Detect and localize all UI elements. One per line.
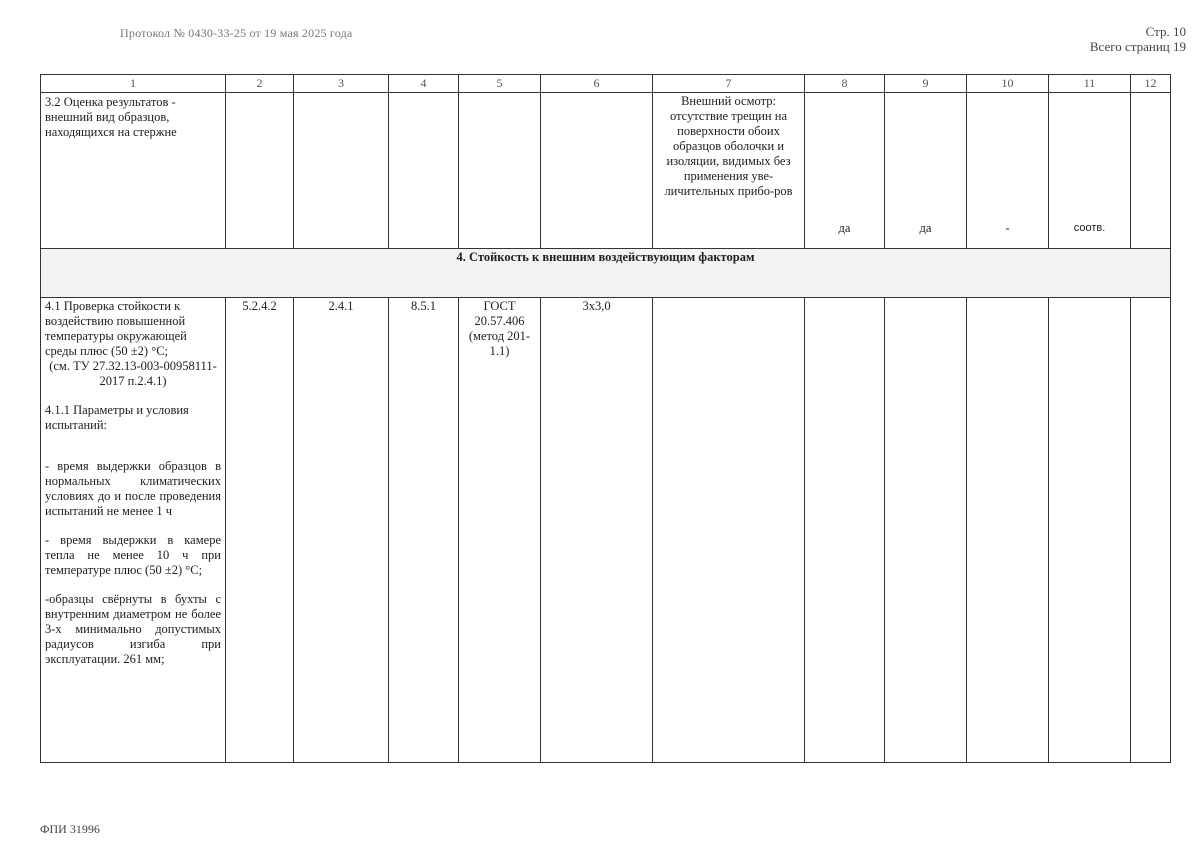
- row-4-1-description: [41, 298, 226, 763]
- empty-cell: [389, 93, 459, 249]
- empty-cell: [1049, 298, 1131, 763]
- empty-cell: [967, 298, 1049, 763]
- row-4-1-col2: 5.2.4.2: [226, 298, 294, 763]
- row-4-1-col6: 3х3,0: [541, 298, 653, 763]
- col-number: 7: [653, 75, 805, 93]
- row-3-2-col9: да: [885, 93, 967, 249]
- row-4-1-col5: ГОСТ 20.57.406 (метод 201-1.1): [459, 298, 541, 763]
- row-3-2-requirement: Внешний осмотр: отсутствие трещин на поверхности обоих образцов оболочки и изоляции, видимых без применения уве-личительных прибо-ров: [653, 93, 805, 249]
- table-row-3-2: [41, 93, 1171, 249]
- col-number: 11: [1049, 75, 1131, 93]
- empty-cell: [294, 93, 389, 249]
- section-4-title: 4. Стойкость к внешним воздействующим факторам: [41, 249, 1171, 298]
- row-4-1-param-3: -образцы свёрнуты в бухты с внутренним диаметром не более 3-х минимально допустимых радиусов изгиба при эксплуатации. 261 мм;: [45, 592, 221, 666]
- col-number: 4: [389, 75, 459, 93]
- row-4-1-param-1: - время выдержки образцов в нормальных климатических условиях до и после проведения испытаний не менее 1 ч: [45, 459, 221, 518]
- row-3-2-title: 3.2 Оценка результатов - внешний вид образцов, находящихся на стержне: [41, 93, 226, 249]
- footer-code: ФПИ 31996: [40, 822, 100, 836]
- row-4-1-params-title: 4.1.1 Параметры и условия испытаний:: [45, 403, 189, 432]
- protocol-table: [40, 74, 1171, 763]
- row-3-2-col8: да: [805, 93, 885, 249]
- row-3-2-col10: -: [967, 93, 1049, 249]
- col-number: 8: [805, 75, 885, 93]
- col-number: 3: [294, 75, 389, 93]
- row-4-1-col3: 2.4.1: [294, 298, 389, 763]
- empty-cell: [459, 93, 541, 249]
- col-number: 1: [41, 75, 226, 93]
- empty-cell: [226, 93, 294, 249]
- empty-cell: [1131, 298, 1171, 763]
- empty-cell: [885, 298, 967, 763]
- table-row-4-1: [41, 298, 1171, 763]
- protocol-header: Протокол № 0430-33-25 от 19 мая 2025 года: [120, 26, 353, 40]
- row-4-1-ref: (см. ТУ 27.32.13-003-00958111-2017 п.2.4.1): [49, 359, 217, 388]
- empty-cell: [653, 298, 805, 763]
- empty-cell: [1131, 93, 1171, 249]
- page-info: [1090, 24, 1186, 54]
- empty-cell: [541, 93, 653, 249]
- col-number: 12: [1131, 75, 1171, 93]
- row-4-1-param-2: - время выдержки в камере тепла не менее 10 ч при температуре плюс (50 ±2) °С;: [45, 533, 221, 577]
- row-3-2-col11: соотв.: [1049, 93, 1131, 249]
- col-number: 5: [459, 75, 541, 93]
- col-number: 9: [885, 75, 967, 93]
- empty-cell: [805, 298, 885, 763]
- row-4-1-title: 4.1 Проверка стойкости к воздействию повышенной температуры окружающей среды плюс (50 ±2) °С;: [45, 299, 187, 358]
- column-number-row: [41, 75, 1171, 93]
- section-heading-row: [41, 249, 1171, 298]
- row-4-1-col4: 8.5.1: [389, 298, 459, 763]
- page-number: Стр. 10: [1145, 24, 1186, 39]
- col-number: 2: [226, 75, 294, 93]
- total-pages: Всего страниц 19: [1089, 39, 1186, 54]
- col-number: 10: [967, 75, 1049, 93]
- col-number: 6: [541, 75, 653, 93]
